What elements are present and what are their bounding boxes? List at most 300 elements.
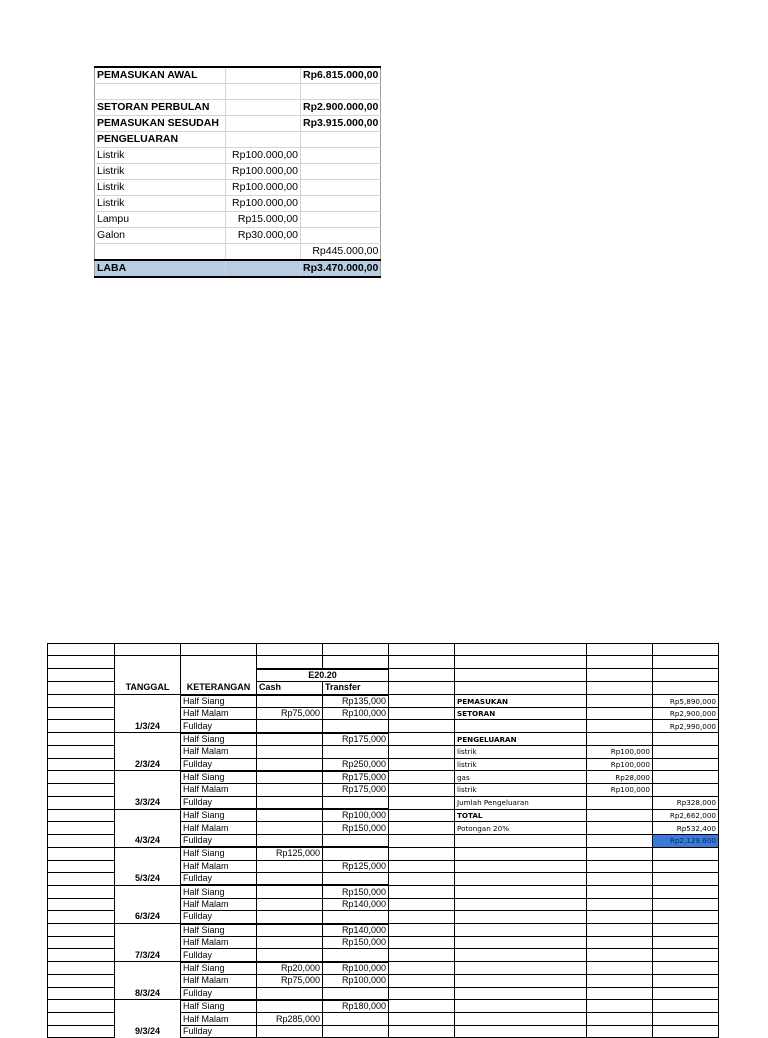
summary-mid[interactable]: Rp15.000,00 bbox=[226, 212, 301, 228]
summary-mid[interactable] bbox=[226, 100, 301, 116]
date-cell[interactable] bbox=[115, 975, 181, 987]
keterangan-cell[interactable]: Fullday bbox=[181, 720, 257, 733]
cash-cell[interactable] bbox=[257, 1025, 323, 1037]
ledger-cell[interactable] bbox=[48, 707, 115, 719]
summary-side-label[interactable] bbox=[455, 936, 587, 948]
ledger-cell[interactable] bbox=[48, 796, 115, 809]
summary-side-right[interactable] bbox=[653, 733, 719, 746]
ledger-cell[interactable] bbox=[455, 682, 587, 695]
keterangan-cell[interactable]: Half Siang bbox=[181, 847, 257, 860]
ledger-cell[interactable] bbox=[389, 885, 455, 898]
ledger-cell[interactable] bbox=[587, 682, 653, 695]
ledger-cell[interactable] bbox=[257, 644, 323, 656]
ledger-cell[interactable] bbox=[48, 962, 115, 975]
summary-side-mid[interactable] bbox=[587, 860, 653, 872]
date-cell[interactable]: 1/3/24 bbox=[115, 720, 181, 733]
keterangan-cell[interactable]: Fullday bbox=[181, 834, 257, 847]
ledger-cell[interactable] bbox=[48, 1025, 115, 1037]
cash-cell[interactable] bbox=[257, 720, 323, 733]
date-cell[interactable] bbox=[115, 936, 181, 948]
date-cell[interactable]: 8/3/24 bbox=[115, 987, 181, 1000]
date-cell[interactable] bbox=[115, 924, 181, 937]
summary-label[interactable]: Listrik bbox=[95, 196, 226, 212]
cash-cell[interactable] bbox=[257, 733, 323, 746]
ledger-cell[interactable] bbox=[389, 975, 455, 987]
summary-mid[interactable] bbox=[226, 84, 301, 100]
ledger-cell[interactable] bbox=[48, 656, 115, 669]
summary-side-mid[interactable] bbox=[587, 1000, 653, 1013]
summary-mid[interactable]: Rp100.000,00 bbox=[226, 148, 301, 164]
transfer-cell[interactable] bbox=[323, 796, 389, 809]
summary-label[interactable]: PEMASUKAN AWAL bbox=[95, 67, 226, 84]
summary-side-mid[interactable] bbox=[587, 975, 653, 987]
date-cell[interactable] bbox=[115, 962, 181, 975]
summary-right[interactable]: Rp3.470.000,00 bbox=[301, 260, 381, 277]
transfer-cell[interactable]: Rp100,000 bbox=[323, 707, 389, 719]
summary-side-mid[interactable] bbox=[587, 885, 653, 898]
summary-side-label[interactable]: Potongan 20% bbox=[455, 822, 587, 834]
transfer-cell[interactable]: Rp150,000 bbox=[323, 822, 389, 834]
transfer-cell[interactable]: Rp180,000 bbox=[323, 1000, 389, 1013]
cash-cell[interactable] bbox=[257, 784, 323, 796]
cash-cell[interactable]: Rp75,000 bbox=[257, 707, 323, 719]
keterangan-cell[interactable]: Fullday bbox=[181, 987, 257, 1000]
summary-side-right[interactable] bbox=[653, 847, 719, 860]
date-cell[interactable]: 2/3/24 bbox=[115, 758, 181, 771]
keterangan-cell[interactable]: Half Malam bbox=[181, 898, 257, 910]
ledger-cell[interactable] bbox=[323, 644, 389, 656]
ledger-cell[interactable] bbox=[389, 771, 455, 784]
date-cell[interactable] bbox=[115, 746, 181, 758]
cash-cell[interactable] bbox=[257, 987, 323, 1000]
date-cell[interactable] bbox=[115, 1000, 181, 1013]
summary-label[interactable]: Listrik bbox=[95, 148, 226, 164]
summary-label[interactable] bbox=[95, 244, 226, 261]
cash-cell[interactable] bbox=[257, 949, 323, 962]
ledger-cell[interactable] bbox=[181, 644, 257, 656]
ledger-cell[interactable] bbox=[587, 644, 653, 656]
date-cell[interactable] bbox=[115, 847, 181, 860]
summary-side-label[interactable] bbox=[455, 911, 587, 924]
ledger-cell[interactable] bbox=[48, 936, 115, 948]
summary-mid[interactable]: Rp100.000,00 bbox=[226, 164, 301, 180]
date-cell[interactable]: 4/3/24 bbox=[115, 834, 181, 847]
summary-mid[interactable]: Rp30.000,00 bbox=[226, 228, 301, 244]
ledger-cell[interactable] bbox=[48, 720, 115, 733]
date-cell[interactable]: 6/3/24 bbox=[115, 911, 181, 924]
keterangan-cell[interactable]: Half Siang bbox=[181, 733, 257, 746]
summary-mid[interactable] bbox=[226, 244, 301, 261]
summary-right[interactable] bbox=[301, 228, 381, 244]
summary-side-mid[interactable] bbox=[587, 962, 653, 975]
summary-right[interactable] bbox=[301, 148, 381, 164]
ledger-cell[interactable] bbox=[48, 924, 115, 937]
summary-right[interactable] bbox=[301, 132, 381, 148]
keterangan-cell[interactable]: Fullday bbox=[181, 1025, 257, 1037]
ledger-cell[interactable] bbox=[653, 669, 719, 682]
summary-side-mid[interactable] bbox=[587, 911, 653, 924]
ledger-cell[interactable] bbox=[455, 669, 587, 682]
keterangan-cell[interactable]: Half Siang bbox=[181, 809, 257, 822]
summary-right[interactable]: Rp3.915.000,00 bbox=[301, 116, 381, 132]
ledger-cell[interactable] bbox=[389, 1000, 455, 1013]
date-cell[interactable] bbox=[115, 695, 181, 708]
summary-side-right[interactable]: Rp328,000 bbox=[653, 796, 719, 809]
keterangan-cell[interactable]: Half Siang bbox=[181, 695, 257, 708]
transfer-cell[interactable] bbox=[323, 873, 389, 886]
ledger-cell[interactable] bbox=[48, 834, 115, 847]
transfer-cell[interactable]: Rp150,000 bbox=[323, 936, 389, 948]
summary-side-right[interactable] bbox=[653, 758, 719, 771]
cash-cell[interactable] bbox=[257, 911, 323, 924]
summary-side-label[interactable]: PEMASUKAN bbox=[455, 695, 587, 708]
transfer-cell[interactable] bbox=[323, 1025, 389, 1037]
summary-side-label[interactable] bbox=[455, 987, 587, 1000]
summary-side-right[interactable]: Rp2,662,000 bbox=[653, 809, 719, 822]
ledger-cell[interactable] bbox=[389, 695, 455, 708]
ledger-cell[interactable] bbox=[48, 949, 115, 962]
transfer-cell[interactable]: Rp140,000 bbox=[323, 924, 389, 937]
summary-side-mid[interactable] bbox=[587, 733, 653, 746]
ledger-cell[interactable] bbox=[389, 962, 455, 975]
ledger-cell[interactable] bbox=[389, 860, 455, 872]
summary-right[interactable] bbox=[301, 84, 381, 100]
keterangan-cell[interactable]: Half Malam bbox=[181, 860, 257, 872]
summary-side-mid[interactable] bbox=[587, 924, 653, 937]
date-cell[interactable] bbox=[115, 1013, 181, 1025]
summary-side-right[interactable] bbox=[653, 873, 719, 886]
summary-side-right[interactable]: Rp2,990,000 bbox=[653, 720, 719, 733]
transfer-cell[interactable]: Rp175,000 bbox=[323, 784, 389, 796]
summary-side-right[interactable]: Rp5,890,000 bbox=[653, 695, 719, 708]
summary-right[interactable]: Rp6.815.000,00 bbox=[301, 67, 381, 84]
summary-side-mid[interactable] bbox=[587, 1025, 653, 1037]
date-cell[interactable]: 5/3/24 bbox=[115, 873, 181, 886]
summary-side-right[interactable] bbox=[653, 949, 719, 962]
transfer-cell[interactable] bbox=[323, 720, 389, 733]
ledger-cell[interactable] bbox=[48, 873, 115, 886]
summary-side-right[interactable] bbox=[653, 924, 719, 937]
ledger-cell[interactable] bbox=[389, 656, 455, 669]
keterangan-cell[interactable]: Fullday bbox=[181, 873, 257, 886]
summary-side-label[interactable] bbox=[455, 873, 587, 886]
ledger-cell[interactable] bbox=[389, 898, 455, 910]
keterangan-cell[interactable]: Half Siang bbox=[181, 771, 257, 784]
summary-right[interactable] bbox=[301, 196, 381, 212]
transfer-cell[interactable] bbox=[323, 949, 389, 962]
keterangan-cell[interactable]: Half Malam bbox=[181, 822, 257, 834]
summary-side-mid[interactable] bbox=[587, 796, 653, 809]
ledger-cell[interactable] bbox=[389, 847, 455, 860]
summary-mid[interactable] bbox=[226, 260, 301, 277]
ledger-cell[interactable] bbox=[181, 669, 257, 682]
summary-side-label[interactable] bbox=[455, 898, 587, 910]
summary-side-label[interactable] bbox=[455, 1025, 587, 1037]
summary-side-mid[interactable] bbox=[587, 847, 653, 860]
date-cell[interactable] bbox=[115, 707, 181, 719]
summary-side-right[interactable] bbox=[653, 911, 719, 924]
cash-cell[interactable] bbox=[257, 822, 323, 834]
ledger-cell[interactable] bbox=[48, 784, 115, 796]
keterangan-cell[interactable]: Half Malam bbox=[181, 784, 257, 796]
ledger-cell[interactable] bbox=[389, 720, 455, 733]
ledger-cell[interactable] bbox=[48, 669, 115, 682]
ledger-cell[interactable] bbox=[653, 656, 719, 669]
ledger-cell[interactable] bbox=[389, 758, 455, 771]
summary-side-right[interactable] bbox=[653, 1000, 719, 1013]
summary-side-label[interactable] bbox=[455, 885, 587, 898]
keterangan-cell[interactable]: Fullday bbox=[181, 758, 257, 771]
date-cell[interactable] bbox=[115, 809, 181, 822]
ledger-cell[interactable] bbox=[389, 809, 455, 822]
cash-cell[interactable] bbox=[257, 885, 323, 898]
summary-label[interactable]: PENGELUARAN bbox=[95, 132, 226, 148]
ledger-cell[interactable] bbox=[389, 707, 455, 719]
summary-label[interactable]: SETORAN PERBULAN bbox=[95, 100, 226, 116]
summary-side-right[interactable] bbox=[653, 1013, 719, 1025]
summary-side-right[interactable] bbox=[653, 784, 719, 796]
summary-side-right[interactable] bbox=[653, 898, 719, 910]
keterangan-cell[interactable]: Half Malam bbox=[181, 975, 257, 987]
date-cell[interactable] bbox=[115, 822, 181, 834]
ledger-cell[interactable] bbox=[389, 949, 455, 962]
ledger-cell[interactable] bbox=[389, 644, 455, 656]
summary-side-label[interactable] bbox=[455, 1013, 587, 1025]
summary-side-label[interactable]: TOTAL bbox=[455, 809, 587, 822]
summary-side-right[interactable]: Rp2,900,000 bbox=[653, 707, 719, 719]
summary-side-mid[interactable] bbox=[587, 834, 653, 847]
ledger-cell[interactable] bbox=[48, 758, 115, 771]
summary-side-mid[interactable]: Rp100,000 bbox=[587, 746, 653, 758]
summary-side-mid[interactable] bbox=[587, 936, 653, 948]
ledger-cell[interactable] bbox=[389, 796, 455, 809]
date-cell[interactable] bbox=[115, 885, 181, 898]
ledger-cell[interactable] bbox=[389, 873, 455, 886]
summary-mid[interactable] bbox=[226, 132, 301, 148]
ledger-cell[interactable] bbox=[389, 822, 455, 834]
cash-cell[interactable] bbox=[257, 758, 323, 771]
summary-side-label[interactable] bbox=[455, 847, 587, 860]
summary-side-mid[interactable]: Rp28,000 bbox=[587, 771, 653, 784]
keterangan-cell[interactable]: Fullday bbox=[181, 911, 257, 924]
summary-side-label[interactable]: Jumlah Pengeluaran bbox=[455, 796, 587, 809]
ledger-cell[interactable] bbox=[48, 822, 115, 834]
summary-side-right[interactable] bbox=[653, 860, 719, 872]
summary-label[interactable]: Listrik bbox=[95, 164, 226, 180]
ledger-cell[interactable] bbox=[389, 669, 455, 682]
ledger-cell[interactable] bbox=[587, 669, 653, 682]
transfer-cell[interactable]: Rp140,000 bbox=[323, 898, 389, 910]
summary-label[interactable]: Galon bbox=[95, 228, 226, 244]
summary-side-mid[interactable] bbox=[587, 822, 653, 834]
summary-side-label[interactable] bbox=[455, 949, 587, 962]
ledger-cell[interactable] bbox=[115, 644, 181, 656]
summary-side-mid[interactable] bbox=[587, 707, 653, 719]
ledger-cell[interactable] bbox=[48, 746, 115, 758]
summary-side-mid[interactable] bbox=[587, 720, 653, 733]
cash-cell[interactable]: Rp125,000 bbox=[257, 847, 323, 860]
ledger-cell[interactable] bbox=[389, 1013, 455, 1025]
ledger-cell[interactable] bbox=[48, 644, 115, 656]
ledger-cell[interactable] bbox=[389, 924, 455, 937]
summary-side-right[interactable] bbox=[653, 746, 719, 758]
cash-cell[interactable] bbox=[257, 809, 323, 822]
summary-side-right[interactable]: Rp532,400 bbox=[653, 822, 719, 834]
ledger-cell[interactable] bbox=[389, 936, 455, 948]
summary-right[interactable] bbox=[301, 180, 381, 196]
summary-label[interactable]: LABA bbox=[95, 260, 226, 277]
ledger-cell[interactable] bbox=[115, 656, 181, 669]
transfer-cell[interactable]: Rp175,000 bbox=[323, 733, 389, 746]
ledger-cell[interactable] bbox=[389, 746, 455, 758]
ledger-cell[interactable] bbox=[455, 656, 587, 669]
ledger-cell[interactable] bbox=[389, 682, 455, 695]
ledger-cell[interactable] bbox=[389, 834, 455, 847]
ledger-cell[interactable] bbox=[48, 987, 115, 1000]
transfer-cell[interactable]: Rp135,000 bbox=[323, 695, 389, 708]
ledger-cell[interactable] bbox=[653, 644, 719, 656]
cash-cell[interactable] bbox=[257, 1000, 323, 1013]
transfer-cell[interactable]: Rp100,000 bbox=[323, 809, 389, 822]
summary-label[interactable]: PEMASUKAN SESUDAH bbox=[95, 116, 226, 132]
ledger-cell[interactable] bbox=[389, 987, 455, 1000]
summary-side-right[interactable] bbox=[653, 936, 719, 948]
ledger-cell[interactable] bbox=[48, 847, 115, 860]
summary-side-label[interactable]: gas bbox=[455, 771, 587, 784]
ledger-cell[interactable] bbox=[115, 669, 181, 682]
cash-cell[interactable] bbox=[257, 924, 323, 937]
summary-side-label[interactable]: listrik bbox=[455, 746, 587, 758]
cash-cell[interactable]: Rp285,000 bbox=[257, 1013, 323, 1025]
keterangan-cell[interactable]: Half Malam bbox=[181, 1013, 257, 1025]
ledger-cell[interactable] bbox=[323, 656, 389, 669]
summary-side-mid[interactable]: Rp100,000 bbox=[587, 784, 653, 796]
cash-cell[interactable] bbox=[257, 771, 323, 784]
summary-side-right[interactable] bbox=[653, 771, 719, 784]
summary-side-label[interactable] bbox=[455, 924, 587, 937]
summary-side-right[interactable] bbox=[653, 987, 719, 1000]
summary-right[interactable]: Rp445.000,00 bbox=[301, 244, 381, 261]
summary-side-label[interactable] bbox=[455, 962, 587, 975]
date-cell[interactable] bbox=[115, 771, 181, 784]
transfer-cell[interactable] bbox=[323, 834, 389, 847]
ledger-cell[interactable] bbox=[48, 860, 115, 872]
date-cell[interactable]: 9/3/24 bbox=[115, 1025, 181, 1037]
cash-cell[interactable] bbox=[257, 796, 323, 809]
summary-side-right[interactable] bbox=[653, 885, 719, 898]
ledger-cell[interactable] bbox=[48, 898, 115, 910]
summary-side-label[interactable] bbox=[455, 1000, 587, 1013]
transfer-cell[interactable] bbox=[323, 987, 389, 1000]
summary-right[interactable]: Rp2.900.000,00 bbox=[301, 100, 381, 116]
summary-label[interactable]: Lampu bbox=[95, 212, 226, 228]
cash-cell[interactable] bbox=[257, 695, 323, 708]
date-cell[interactable] bbox=[115, 898, 181, 910]
summary-mid[interactable] bbox=[226, 116, 301, 132]
summary-side-mid[interactable] bbox=[587, 873, 653, 886]
ledger-cell[interactable] bbox=[48, 1013, 115, 1025]
transfer-cell[interactable] bbox=[323, 746, 389, 758]
cash-cell[interactable] bbox=[257, 898, 323, 910]
keterangan-cell[interactable]: Half Siang bbox=[181, 1000, 257, 1013]
summary-side-right[interactable] bbox=[653, 962, 719, 975]
date-cell[interactable] bbox=[115, 733, 181, 746]
summary-side-right[interactable] bbox=[653, 975, 719, 987]
summary-mid[interactable]: Rp100.000,00 bbox=[226, 180, 301, 196]
summary-side-label[interactable] bbox=[455, 834, 587, 847]
ledger-cell[interactable] bbox=[389, 1025, 455, 1037]
cash-cell[interactable] bbox=[257, 873, 323, 886]
transfer-cell[interactable]: Rp175,000 bbox=[323, 771, 389, 784]
summary-side-mid[interactable] bbox=[587, 809, 653, 822]
ledger-cell[interactable] bbox=[389, 911, 455, 924]
keterangan-cell[interactable]: Half Malam bbox=[181, 936, 257, 948]
ledger-cell[interactable] bbox=[48, 911, 115, 924]
summary-side-label[interactable] bbox=[455, 860, 587, 872]
keterangan-cell[interactable]: Half Siang bbox=[181, 962, 257, 975]
summary-side-mid[interactable]: Rp100,000 bbox=[587, 758, 653, 771]
keterangan-cell[interactable]: Fullday bbox=[181, 796, 257, 809]
ledger-cell[interactable] bbox=[455, 644, 587, 656]
ledger-cell[interactable] bbox=[653, 682, 719, 695]
summary-right[interactable] bbox=[301, 164, 381, 180]
summary-side-mid[interactable] bbox=[587, 949, 653, 962]
cash-cell[interactable] bbox=[257, 834, 323, 847]
summary-label[interactable] bbox=[95, 84, 226, 100]
transfer-cell[interactable] bbox=[323, 911, 389, 924]
summary-side-right[interactable]: Rp2,129,600 bbox=[653, 834, 719, 847]
keterangan-cell[interactable]: Half Siang bbox=[181, 924, 257, 937]
summary-label[interactable]: Listrik bbox=[95, 180, 226, 196]
cash-cell[interactable]: Rp20,000 bbox=[257, 962, 323, 975]
summary-side-right[interactable] bbox=[653, 1025, 719, 1037]
keterangan-cell[interactable]: Half Siang bbox=[181, 885, 257, 898]
transfer-cell[interactable] bbox=[323, 847, 389, 860]
cash-cell[interactable]: Rp75,000 bbox=[257, 975, 323, 987]
ledger-cell[interactable] bbox=[48, 975, 115, 987]
keterangan-cell[interactable]: Half Malam bbox=[181, 746, 257, 758]
summary-side-mid[interactable] bbox=[587, 898, 653, 910]
summary-side-label[interactable] bbox=[455, 720, 587, 733]
summary-side-label[interactable]: listrik bbox=[455, 784, 587, 796]
transfer-cell[interactable]: Rp100,000 bbox=[323, 975, 389, 987]
summary-side-mid[interactable] bbox=[587, 987, 653, 1000]
ledger-cell[interactable] bbox=[48, 733, 115, 746]
ledger-cell[interactable] bbox=[48, 695, 115, 708]
summary-mid[interactable]: Rp100.000,00 bbox=[226, 196, 301, 212]
ledger-cell[interactable] bbox=[48, 809, 115, 822]
transfer-cell[interactable] bbox=[323, 1013, 389, 1025]
cash-cell[interactable] bbox=[257, 860, 323, 872]
date-cell[interactable] bbox=[115, 784, 181, 796]
transfer-cell[interactable]: Rp250,000 bbox=[323, 758, 389, 771]
ledger-cell[interactable] bbox=[48, 885, 115, 898]
transfer-cell[interactable]: Rp100,000 bbox=[323, 962, 389, 975]
keterangan-cell[interactable]: Fullday bbox=[181, 949, 257, 962]
date-cell[interactable]: 7/3/24 bbox=[115, 949, 181, 962]
summary-side-label[interactable]: PENGELUARAN bbox=[455, 733, 587, 746]
summary-side-label[interactable]: listrik bbox=[455, 758, 587, 771]
ledger-cell[interactable] bbox=[389, 733, 455, 746]
ledger-cell[interactable] bbox=[48, 1000, 115, 1013]
transfer-cell[interactable]: Rp150,000 bbox=[323, 885, 389, 898]
summary-right[interactable] bbox=[301, 212, 381, 228]
ledger-cell[interactable] bbox=[48, 771, 115, 784]
keterangan-cell[interactable]: Half Malam bbox=[181, 707, 257, 719]
date-cell[interactable] bbox=[115, 860, 181, 872]
ledger-cell[interactable] bbox=[48, 682, 115, 695]
summary-mid[interactable] bbox=[226, 67, 301, 84]
